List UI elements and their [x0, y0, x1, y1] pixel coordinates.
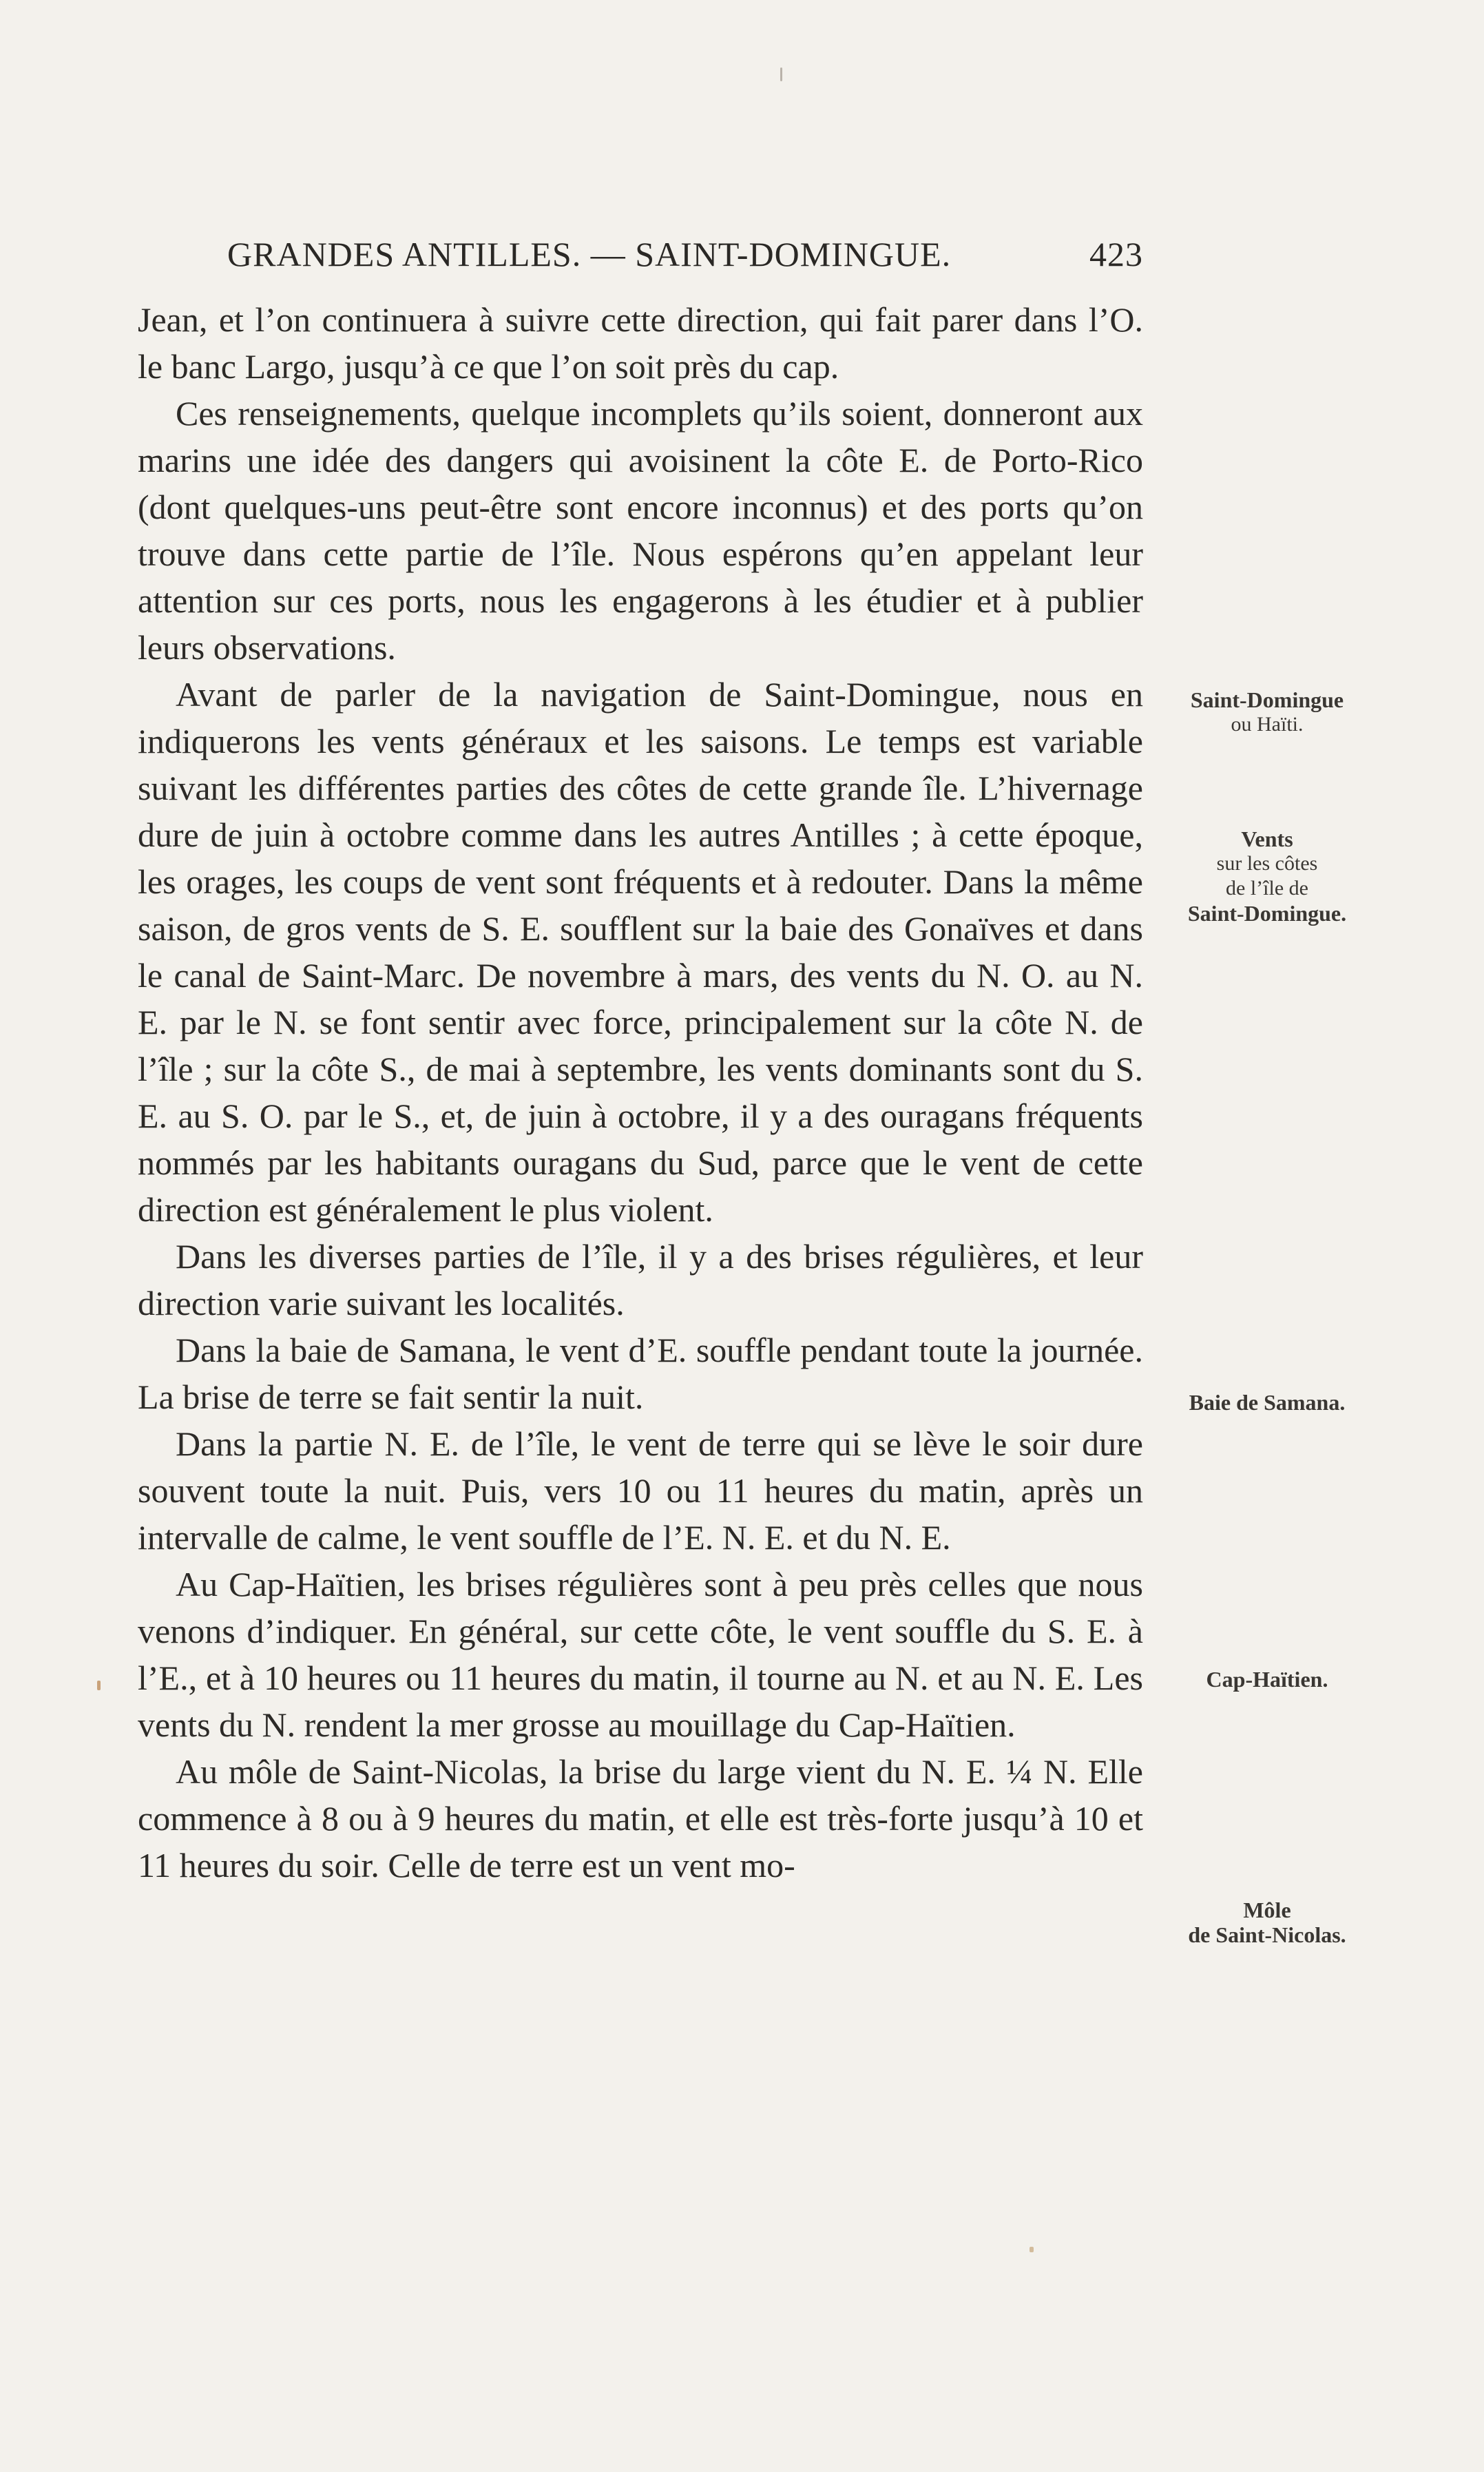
body-text: [138, 296, 1143, 1889]
margin-note-mole-saint-nicolas: Môle de Saint-Nicolas.: [1188, 1898, 1346, 1947]
paragraph: Au môle de Saint-Nicolas, la brise du large vient du N. E. ¼ N. Elle commence à 8 ou à 9 heures du matin, et elle est très-forte jusqu’à 10 et 11 heures du soir. Celle de terre est un vent mo-: [138, 1752, 1143, 1884]
paragraph: Au Cap-Haïtien, les brises régulières sont à peu près celles que nous venons d’indiquer. En général, sur cette côte, le vent souffle du S. E. à l’E., et à 10 heures ou 11 heures du matin, il tourne au N. et au N. E. Les vents du N. rendent la mer grosse au mouillage du Cap-Haïtien.: [138, 1565, 1143, 1744]
page-number: 423: [1089, 235, 1143, 273]
margin-note-vents: Vents sur les côtes de l’île de Saint-Domingue.: [1187, 827, 1347, 926]
running-title: GRANDES ANTILLES. — SAINT-DOMINGUE.: [227, 235, 952, 273]
paragraph: Jean, et l’on continuera à suivre cette direction, qui fait parer dans l’O. le banc Largo, jusqu’à ce que l’on soit près du cap.: [138, 300, 1143, 386]
paragraph: Avant de parler de la navigation de Saint-Domingue, nous en indiquerons les vents généraux et les saisons. Le temps est variable suivant les différentes parties des côtes de cette grande île. L’hivernage dure de juin à octobre comme dans les autres Antilles ; à cette époque, les orages, les coups de vent sont fréquents et à redouter. Dans la même saison, de gros vents de S. E. soufflent sur la baie des Gonaïves et dans le canal de Saint-Marc. De novembre à mars, des vents du N. O. au N. E. par le N. se font sentir avec force, principalement sur la côte N. de l’île ; sur la côte S., de mai à septembre, les vents dominants sont du S. E. au S. O. par le S., et, de juin à octobre, il y a des ouragans fréquents nommés par les habitants ouragans du Sud, parce que le vent de cette direction est généralement le plus violent.: [138, 675, 1143, 1229]
print-speck: [780, 67, 782, 81]
print-speck: [97, 1681, 101, 1690]
paragraph: Dans la partie N. E. de l’île, le vent de terre qui se lève le soir dure souvent toute la nuit. Puis, vers 10 ou 11 heures du matin, après un intervalle de calme, le vent souffle de l’E. N. E. et du N. E.: [138, 1424, 1143, 1557]
margin-note-cap-haitien: Cap-Haïtien.: [1206, 1667, 1328, 1692]
paragraph: Dans les diverses parties de l’île, il y a des brises régulières, et leur direction varie suivant les localités.: [138, 1237, 1143, 1322]
margin-note-saint-domingue: Saint-Domingue ou Haïti.: [1190, 687, 1344, 736]
margin-note-samana: Baie de Samana.: [1189, 1390, 1346, 1415]
paragraph: Dans la baie de Samana, le vent d’E. souffle pendant toute la journée. La brise de terre se fait sentir la nuit.: [138, 1331, 1143, 1416]
print-speck: [1030, 2247, 1034, 2252]
paragraph: Ces renseignements, quelque incomplets qu’ils soient, donneront aux marins une idée des dangers qui avoisinent la côte E. de Porto-Rico (dont quelques-uns peut-être sont encore inconnus) et des ports qu’on trouve dans cette partie de l’île. Nous espérons qu’en appelant leur attention sur ces ports, nous les engagerons à les étudier et à publier leurs observations.: [138, 394, 1143, 667]
page-header: [227, 234, 1143, 289]
